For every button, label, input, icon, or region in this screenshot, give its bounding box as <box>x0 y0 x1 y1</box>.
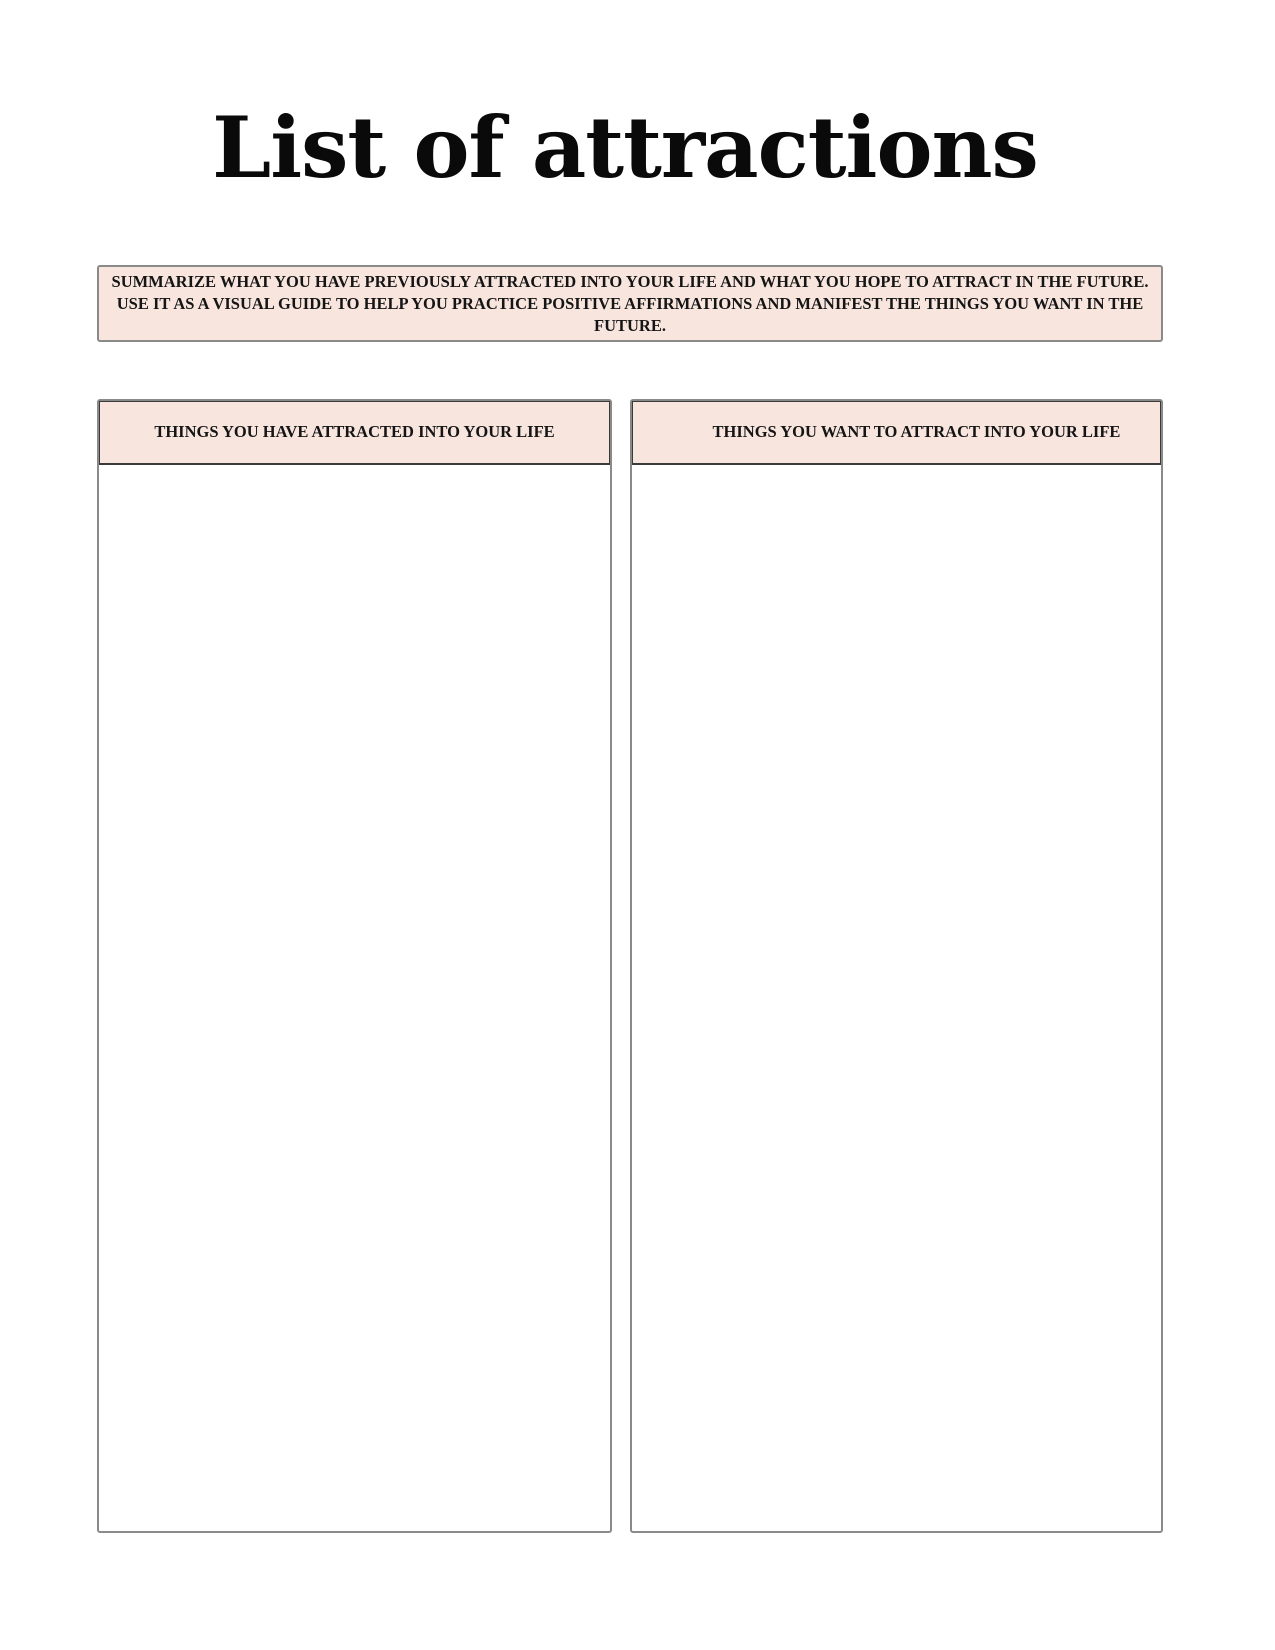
want-to-attract-column-header: THINGS YOU WANT TO ATTRACT INTO YOUR LIFE <box>632 401 1161 465</box>
attracted-column-header: THINGS YOU HAVE ATTRACTED INTO YOUR LIFE <box>99 401 610 465</box>
instructions-box: SUMMARIZE WHAT YOU HAVE PREVIOUSLY ATTRACTED INTO YOUR LIFE AND WHAT YOU HOPE TO ATTRACT IN THE FUTURE. USE IT AS A VISUAL GUIDE TO HELP YOU PRACTICE POSITIVE AFFIRMATIONS AND MANIFEST THE THINGS YOU WANT IN THE FUTURE. <box>97 265 1163 342</box>
attracted-column <box>97 399 612 1533</box>
attracted-writing-area[interactable] <box>99 465 610 1531</box>
want-to-attract-column <box>630 399 1163 1533</box>
page-title: List of attractions <box>212 98 1038 197</box>
want-to-attract-writing-area[interactable] <box>632 465 1161 1531</box>
